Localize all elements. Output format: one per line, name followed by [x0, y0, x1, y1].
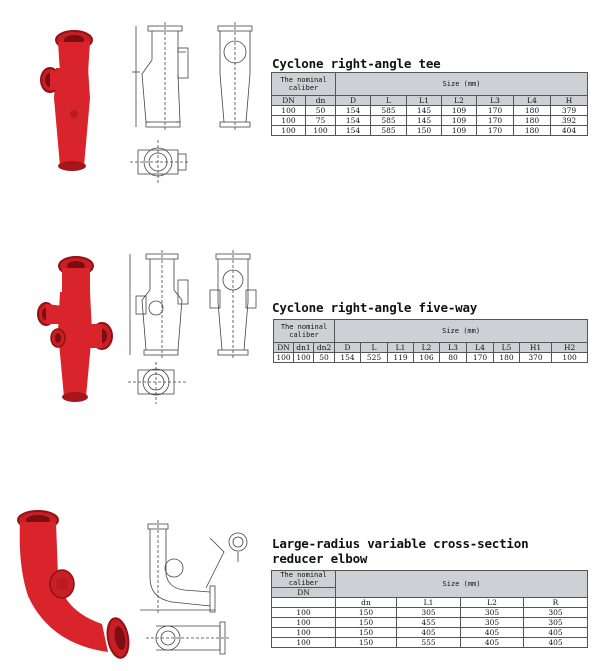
table-cell: 100: [294, 353, 314, 363]
table-cell: 154: [336, 106, 371, 116]
table-cell: 305: [524, 618, 588, 628]
column-header: L1: [397, 598, 461, 608]
technical-drawing-reducer-elbow: [140, 518, 270, 663]
technical-drawing-five-way: [126, 250, 266, 410]
table-cell: 585: [371, 116, 407, 126]
column-header: H1: [520, 343, 552, 353]
table-row: [272, 628, 588, 638]
table-cell: 405: [397, 628, 461, 638]
table-cell: 404: [551, 126, 588, 136]
table-cell: 106: [414, 353, 440, 363]
column-header: dn: [336, 598, 397, 608]
column-header: L2: [414, 343, 440, 353]
table-cell: 109: [442, 116, 477, 126]
product-photo-reducer-elbow: [10, 506, 135, 661]
column-header: L2: [461, 598, 524, 608]
column-header-blank: [272, 598, 336, 608]
column-header: L4: [514, 96, 551, 106]
spec-table-reducer-elbow: [271, 570, 588, 648]
section-reducer-elbow: [0, 500, 607, 671]
table-cell: 100: [272, 628, 336, 638]
section-title: Large-radius variable cross-section reducer elbow: [272, 536, 529, 566]
column-header-row: [272, 598, 588, 608]
column-header: D: [336, 96, 371, 106]
table-cell: 109: [442, 126, 477, 136]
column-header: L: [361, 343, 388, 353]
table-cell: 305: [397, 608, 461, 618]
column-header: L1: [388, 343, 414, 353]
column-header: dn: [306, 96, 336, 106]
table-cell: 100: [272, 126, 306, 136]
table-cell: 100: [272, 608, 336, 618]
column-header: DN: [272, 588, 336, 598]
table-cell: 525: [361, 353, 388, 363]
table-cell: 379: [551, 106, 588, 116]
table-cell: 555: [397, 638, 461, 648]
table-cell: 154: [336, 126, 371, 136]
table-cell: 109: [442, 106, 477, 116]
column-header: dn2: [314, 343, 335, 353]
product-photo-tee: [38, 28, 108, 173]
header-size: Size (mm): [335, 320, 588, 343]
table-cell: 100: [306, 126, 336, 136]
spec-table-five-way: [273, 319, 588, 363]
table-cell: 405: [524, 638, 588, 648]
column-header: DN: [272, 96, 306, 106]
table-row: [272, 618, 588, 628]
table-cell: 392: [551, 116, 588, 126]
table-cell: 50: [306, 106, 336, 116]
table-cell: 75: [306, 116, 336, 126]
table-cell: 305: [524, 608, 588, 618]
column-header: L2: [442, 96, 477, 106]
table-cell: 150: [407, 126, 442, 136]
table-cell: 405: [461, 638, 524, 648]
table-cell: 145: [407, 106, 442, 116]
column-header: H: [551, 96, 588, 106]
table-cell: 455: [397, 618, 461, 628]
table-cell: 150: [336, 608, 397, 618]
section-cyclone-five-way: [0, 240, 607, 420]
table-cell: 405: [461, 628, 524, 638]
column-header-row: [274, 343, 588, 353]
table-cell: 180: [494, 353, 520, 363]
header-size: Size (mm): [336, 571, 588, 598]
technical-drawing-tee: [130, 22, 270, 192]
table-row: [272, 126, 588, 136]
table-cell: 370: [520, 353, 552, 363]
table-cell: 170: [477, 106, 514, 116]
table-cell: 585: [371, 126, 407, 136]
header-nominal-caliber: The nominal caliber: [272, 73, 336, 96]
table-cell: 305: [461, 608, 524, 618]
table-cell: 150: [336, 638, 397, 648]
column-header: L3: [477, 96, 514, 106]
table-cell: 180: [514, 116, 551, 126]
table-row: [272, 106, 588, 116]
table-cell: 100: [274, 353, 294, 363]
column-header: L1: [407, 96, 442, 106]
table-cell: 170: [477, 116, 514, 126]
header-size: Size (mm): [336, 73, 588, 96]
table-cell: 405: [524, 628, 588, 638]
section-title: Cyclone right-angle tee: [272, 56, 441, 71]
table-cell: 100: [552, 353, 588, 363]
table-cell: 100: [272, 106, 306, 116]
column-header: L4: [467, 343, 494, 353]
table-cell: 154: [336, 116, 371, 126]
column-header-row: [272, 96, 588, 106]
table-cell: 150: [336, 618, 397, 628]
table-row: [272, 116, 588, 126]
table-cell: 170: [467, 353, 494, 363]
column-header: L: [371, 96, 407, 106]
column-header: dn1: [294, 343, 314, 353]
column-header: L5: [494, 343, 520, 353]
column-header: H2: [552, 343, 588, 353]
section-title: Cyclone right-angle five-way: [272, 300, 478, 315]
section-cyclone-tee: [0, 0, 607, 200]
table-cell: 119: [388, 353, 414, 363]
table-cell: 585: [371, 106, 407, 116]
table-cell: 154: [335, 353, 361, 363]
table-cell: 50: [314, 353, 335, 363]
table-row: [272, 638, 588, 648]
table-cell: 180: [514, 126, 551, 136]
table-cell: 150: [336, 628, 397, 638]
column-header: L3: [440, 343, 467, 353]
table-cell: 305: [461, 618, 524, 628]
table-cell: 100: [272, 618, 336, 628]
column-header: D: [335, 343, 361, 353]
table-cell: 145: [407, 116, 442, 126]
table-cell: 180: [514, 106, 551, 116]
table-cell: 100: [272, 116, 306, 126]
column-header: R: [524, 598, 588, 608]
table-row: [274, 353, 588, 363]
header-nominal-caliber: The nominal caliber: [274, 320, 335, 343]
spec-table-tee: [271, 72, 588, 136]
table-cell: 170: [477, 126, 514, 136]
column-header: DN: [274, 343, 294, 353]
header-nominal-caliber: The nominal caliber: [272, 571, 336, 588]
table-row: [272, 608, 588, 618]
table-cell: 100: [272, 638, 336, 648]
table-cell: 80: [440, 353, 467, 363]
product-photo-five-way: [34, 252, 116, 402]
